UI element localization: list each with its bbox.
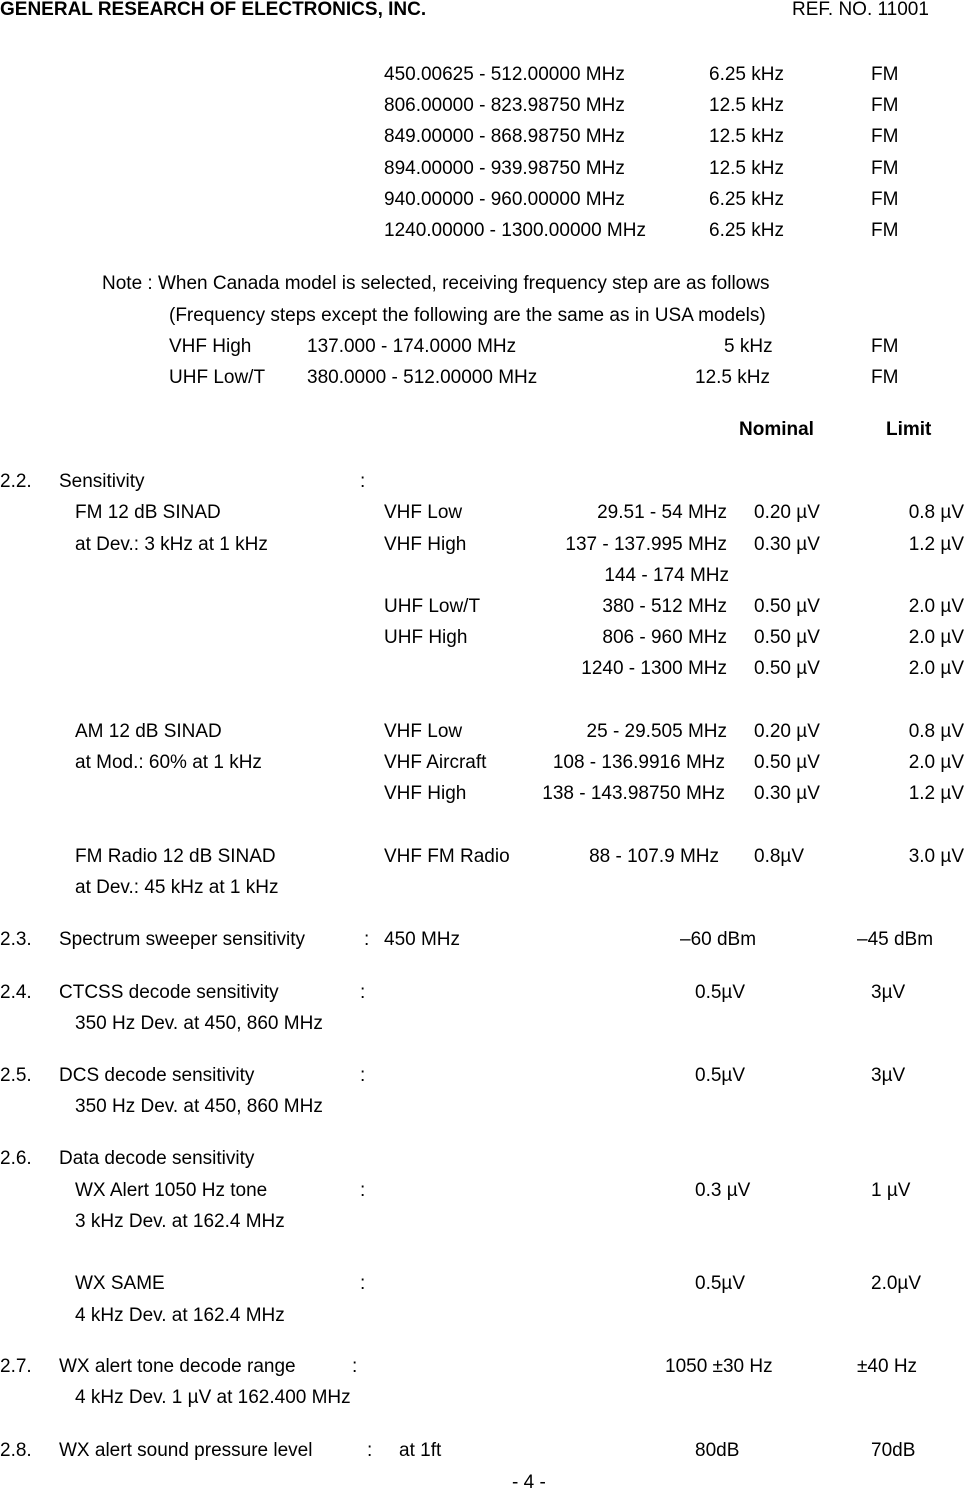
- note-step: 12.5 kHz: [695, 367, 770, 388]
- note-mode: FM: [871, 367, 899, 388]
- nominal-value: 0.5µV: [695, 982, 746, 1003]
- limit-value: 1.2 µV: [908, 534, 964, 555]
- nominal-value: 0.50 µV: [754, 596, 820, 617]
- section-number: 2.5.: [0, 1065, 32, 1086]
- band-name: UHF Low/T: [384, 596, 481, 617]
- nominal-value: 0.50 µV: [754, 658, 820, 679]
- limit-value: 2.0 µV: [908, 752, 964, 773]
- freq-range: 806.00000 - 823.98750 MHz: [384, 95, 625, 116]
- colon: :: [367, 1440, 373, 1461]
- test-condition: 350 Hz Dev. at 450, 860 MHz: [75, 1096, 323, 1117]
- limit-value: 0.8 µV: [908, 721, 964, 742]
- band-range: 806 - 960 MHz: [602, 627, 727, 648]
- wx-same-label: WX SAME: [75, 1273, 165, 1294]
- colon: :: [364, 929, 370, 950]
- limit-value: ±40 Hz: [857, 1356, 918, 1377]
- freq-step: 6.25 kHz: [709, 189, 784, 210]
- band-range: 88 - 107.9 MHz: [589, 846, 719, 867]
- nominal-value: 0.5µV: [695, 1273, 746, 1294]
- nominal-value: 80dB: [695, 1440, 740, 1461]
- nominal-value: 0.30 µV: [754, 783, 820, 804]
- nominal-value: 1050 ±30 Hz: [665, 1356, 773, 1377]
- test-condition: 4 kHz Dev. 1 µV at 162.400 MHz: [75, 1387, 351, 1408]
- nominal-column-header: Nominal: [739, 419, 814, 440]
- section-title: DCS decode sensitivity: [59, 1065, 255, 1086]
- section-title: WX alert tone decode range: [59, 1356, 296, 1377]
- reference-number: REF. NO. 11001: [792, 0, 929, 20]
- am-sinad-condition: at Mod.: 60% at 1 kHz: [75, 752, 262, 773]
- band-range: 138 - 143.98750 MHz: [542, 783, 725, 804]
- section-title: WX alert sound pressure level: [59, 1440, 313, 1461]
- nominal-value: 0.20 µV: [754, 502, 820, 523]
- freq-mode: FM: [871, 158, 899, 179]
- note-band: VHF High: [169, 336, 252, 357]
- nominal-value: 0.50 µV: [754, 627, 820, 648]
- freq-step: 12.5 kHz: [709, 126, 784, 147]
- section-title: Data decode sensitivity: [59, 1148, 255, 1169]
- limit-value: 70dB: [871, 1440, 916, 1461]
- colon: :: [360, 982, 366, 1003]
- band-range: 1240 - 1300 MHz: [581, 658, 727, 679]
- nominal-value: 0.3 µV: [695, 1180, 751, 1201]
- test-condition: 3 kHz Dev. at 162.4 MHz: [75, 1211, 285, 1232]
- freq-range: 1240.00000 - 1300.00000 MHz: [384, 220, 646, 241]
- band-range: 29.51 - 54 MHz: [597, 502, 727, 523]
- fm-sinad-condition: at Dev.: 3 kHz at 1 kHz: [75, 534, 268, 555]
- test-condition: 450 MHz: [384, 929, 461, 950]
- nominal-value: 0.20 µV: [754, 721, 820, 742]
- band-range: 137 - 137.995 MHz: [565, 534, 727, 555]
- page-number: - 4 -: [512, 1472, 546, 1493]
- fm-radio-sinad-condition: at Dev.: 45 kHz at 1 kHz: [75, 877, 279, 898]
- freq-range: 450.00625 - 512.00000 MHz: [384, 64, 625, 85]
- freq-mode: FM: [871, 220, 899, 241]
- test-condition: 350 Hz Dev. at 450, 860 MHz: [75, 1013, 323, 1034]
- colon: :: [360, 1065, 366, 1086]
- nominal-value: 0.50 µV: [754, 752, 820, 773]
- freq-range: 894.00000 - 939.98750 MHz: [384, 158, 625, 179]
- section-title: Spectrum sweeper sensitivity: [59, 929, 306, 950]
- fm-radio-sinad-label: FM Radio 12 dB SINAD: [75, 846, 276, 867]
- nominal-value: 0.5µV: [695, 1065, 746, 1086]
- limit-value: 1 µV: [871, 1180, 911, 1201]
- limit-value: 3µV: [871, 1065, 906, 1086]
- limit-column-header: Limit: [886, 419, 932, 440]
- freq-range: 940.00000 - 960.00000 MHz: [384, 189, 625, 210]
- limit-value: 1.2 µV: [908, 783, 964, 804]
- freq-range: 849.00000 - 868.98750 MHz: [384, 126, 625, 147]
- colon: :: [352, 1356, 358, 1377]
- note-band: UHF Low/T: [169, 367, 266, 388]
- note-range: 380.0000 - 512.00000 MHz: [307, 367, 538, 388]
- limit-value: 2.0 µV: [908, 658, 964, 679]
- section-number: 2.8.: [0, 1440, 32, 1461]
- band-name: VHF High: [384, 783, 467, 804]
- freq-mode: FM: [871, 95, 899, 116]
- limit-value: 0.8 µV: [908, 502, 964, 523]
- freq-step: 6.25 kHz: [709, 64, 784, 85]
- band-range: 380 - 512 MHz: [602, 596, 727, 617]
- note-line: (Frequency steps except the following are the same as in USA models): [169, 305, 766, 326]
- freq-step: 12.5 kHz: [709, 95, 784, 116]
- band-name: VHF Aircraft: [384, 752, 487, 773]
- band-name: UHF High: [384, 627, 468, 648]
- freq-mode: FM: [871, 64, 899, 85]
- section-number: 2.7.: [0, 1356, 32, 1377]
- test-condition: 4 kHz Dev. at 162.4 MHz: [75, 1305, 285, 1326]
- fm-sinad-label: FM 12 dB SINAD: [75, 502, 221, 523]
- section-number: 2.3.: [0, 929, 32, 950]
- am-sinad-label: AM 12 dB SINAD: [75, 721, 222, 742]
- freq-step: 12.5 kHz: [709, 158, 784, 179]
- note-step: 5 kHz: [724, 336, 773, 357]
- limit-value: –45 dBm: [857, 929, 934, 950]
- freq-mode: FM: [871, 126, 899, 147]
- band-name: VHF High: [384, 534, 467, 555]
- limit-value: 2.0 µV: [908, 596, 964, 617]
- wx-alert-label: WX Alert 1050 Hz tone: [75, 1180, 268, 1201]
- section-number: 2.4.: [0, 982, 32, 1003]
- section-number: 2.6.: [0, 1148, 32, 1169]
- colon: :: [360, 1273, 366, 1294]
- nominal-value: –60 dBm: [680, 929, 757, 950]
- note-mode: FM: [871, 336, 899, 357]
- note-line: Note : When Canada model is selected, receiving frequency step are as follows: [102, 273, 770, 294]
- company-name: GENERAL RESEARCH OF ELECTRONICS, INC.: [0, 0, 427, 20]
- colon: :: [360, 471, 366, 492]
- band-name: VHF FM Radio: [384, 846, 510, 867]
- section-title: Sensitivity: [59, 471, 145, 492]
- section-title: CTCSS decode sensitivity: [59, 982, 279, 1003]
- limit-value: 3µV: [871, 982, 906, 1003]
- nominal-value: 0.8µV: [754, 846, 805, 867]
- colon: :: [360, 1180, 366, 1201]
- band-name: VHF Low: [384, 721, 463, 742]
- limit-value: 2.0µV: [871, 1273, 922, 1294]
- freq-step: 6.25 kHz: [709, 220, 784, 241]
- limit-value: 2.0 µV: [908, 627, 964, 648]
- freq-mode: FM: [871, 189, 899, 210]
- band-range: 144 - 174 MHz: [604, 565, 729, 586]
- nominal-value: 0.30 µV: [754, 534, 820, 555]
- band-name: VHF Low: [384, 502, 463, 523]
- band-range: 25 - 29.505 MHz: [586, 721, 727, 742]
- note-range: 137.000 - 174.0000 MHz: [307, 336, 517, 357]
- band-range: 108 - 136.9916 MHz: [552, 752, 725, 773]
- section-number: 2.2.: [0, 471, 32, 492]
- test-condition: at 1ft: [399, 1440, 442, 1461]
- limit-value: 3.0 µV: [908, 846, 964, 867]
